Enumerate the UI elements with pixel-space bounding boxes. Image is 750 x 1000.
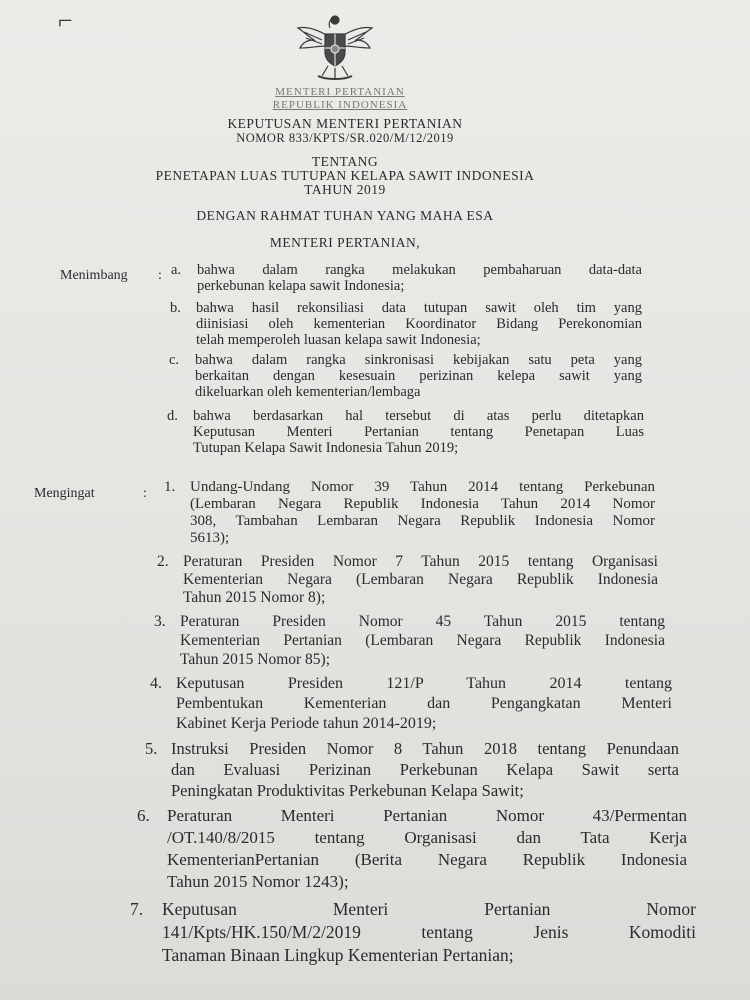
agency-name-line2: REPUBLIK INDONESIA [272, 99, 408, 111]
menimbang-item-d [167, 408, 644, 456]
mengingat-item-3 [154, 612, 665, 669]
item-line: 141/Kpts/HK.150/M/2/2019 tentang Jenis Komoditi [162, 922, 696, 942]
item-label: 1. [164, 479, 176, 495]
mengingat-item-4 [150, 674, 672, 734]
item-line: Peraturan Menteri Pertanian Nomor 43/Permentan [167, 806, 687, 825]
item-line: 308, Tambahan Lembaran Negara Republik Indonesia Nomor [190, 513, 655, 529]
item-line: Keputusan Menteri Pertanian tentang Penetapan Luas [193, 424, 644, 440]
decree-number: NOMOR 833/KPTS/SR.020/M/12/2019 [236, 131, 454, 145]
item-label: 2. [157, 553, 169, 570]
item-line: perkebunan kelapa sawit Indonesia; [197, 278, 405, 294]
item-line: Keputusan Menteri Pertanian Nomor [162, 899, 696, 919]
mengingat-item-2 [157, 553, 658, 607]
mengingat-item-7 [130, 898, 696, 967]
dengan-rahmat-line: DENGAN RAHMAT TUHAN YANG MAHA ESA [196, 208, 494, 223]
item-label: 3. [154, 613, 166, 630]
item-label: 5. [145, 739, 158, 758]
item-line: Peraturan Presiden Nomor 7 Tahun 2015 tentang Organisasi [183, 553, 658, 570]
item-line: (Lembaran Negara Republik Indonesia Tahun 2014 Nomor [190, 496, 655, 512]
item-line: bahwa dalam rangka melakukan pembaharuan data-data [197, 262, 642, 278]
item-label: b. [170, 300, 181, 316]
item-line: Kabinet Kerja Periode tahun 2014-2019; [176, 715, 437, 732]
item-line: Undang-Undang Nomor 39 Tahun 2014 tentang Perkebunan [190, 479, 655, 495]
item-line: Kementerian Pertanian (Lembaran Negara Republik Indonesia [180, 632, 665, 649]
item-line: 5613); [190, 530, 230, 546]
item-line: bahwa berdasarkan hal tersebut di atas perlu ditetapkan [193, 408, 644, 424]
item-line: dikeluarkan oleh kementerian/lembaga [195, 384, 421, 400]
minister-heading: MENTERI PERTANIAN, [269, 235, 421, 250]
item-line: /OT.140/8/2015 tentang Organisasi dan Tata Kerja [167, 828, 687, 847]
decree-title: KEPUTUSAN MENTERI PERTANIAN [227, 116, 463, 131]
item-line: dan Evaluasi Perizinan Perkebunan Kelapa Sawit serta [171, 760, 679, 779]
subject-line1: PENETAPAN LUAS TUTUPAN KELAPA SAWIT INDONESIA [155, 168, 535, 183]
menimbang-item-b [170, 300, 642, 348]
item-label: d. [167, 408, 178, 424]
mengingat-item-6 [137, 805, 687, 893]
subject-line2: TAHUN 2019 [304, 182, 386, 197]
tentang-heading: TENTANG [311, 154, 379, 169]
menimbang-item-c [169, 352, 642, 400]
item-label: 4. [150, 675, 162, 692]
item-line: diinisiasi oleh kementerian Koordinator Bidang Perekonomian [196, 316, 642, 332]
item-line: bahwa hasil rekonsiliasi data tutupan sawit oleh tim yang [196, 300, 642, 316]
garuda-emblem-icon [292, 6, 378, 86]
menimbang-label: Menimbang [60, 268, 128, 283]
item-line: telah memperoleh luasan kelapa sawit Indonesia; [196, 332, 481, 348]
item-line: Tahun 2015 Nomor 8); [183, 589, 326, 606]
item-line: Keputusan Presiden 121/P Tahun 2014 tentang [176, 675, 672, 692]
item-line: bahwa dalam rangka sinkronisasi kebijakan satu peta yang [195, 352, 642, 368]
item-line: Pembentukan Kementerian dan Pengangkatan Menteri [176, 695, 672, 712]
item-line: berkaitan dengan kesesuain perizinan kelepa sawit yang [195, 368, 642, 384]
item-label: c. [169, 352, 180, 368]
item-line: Instruksi Presiden Nomor 8 Tahun 2018 tentang Penundaan [171, 739, 679, 758]
agency-name-line1: MENTERI PERTANIAN [275, 86, 405, 98]
item-line: Tanaman Binaan Lingkup Kementerian Pertanian; [162, 945, 514, 965]
item-line: Tahun 2015 Nomor 85); [180, 651, 331, 668]
mengingat-colon: : [143, 486, 147, 501]
mengingat-label: Mengingat [34, 486, 95, 501]
menimbang-colon: : [158, 268, 162, 283]
mengingat-item-1 [164, 479, 655, 547]
item-label: a. [171, 262, 182, 278]
item-line: Peningkatan Produktivitas Perkebunan Kelapa Sawit; [171, 781, 524, 800]
item-line: Kementerian Negara (Lembaran Negara Republik Indonesia [183, 571, 658, 588]
menimbang-item-a [171, 262, 642, 294]
item-label: 6. [137, 806, 150, 825]
mengingat-item-5 [145, 738, 679, 801]
item-line: Tutupan Kelapa Sawit Indonesia Tahun 2019; [193, 440, 459, 456]
item-label: 7. [130, 899, 144, 919]
item-line: KementerianPertanian (Berita Negara Republik Indonesia [167, 850, 687, 869]
item-line: Tahun 2015 Nomor 1243); [167, 872, 349, 891]
corner-pen-mark: ⌐ [58, 6, 73, 35]
item-line: Peraturan Presiden Nomor 45 Tahun 2015 tentang [180, 613, 665, 630]
